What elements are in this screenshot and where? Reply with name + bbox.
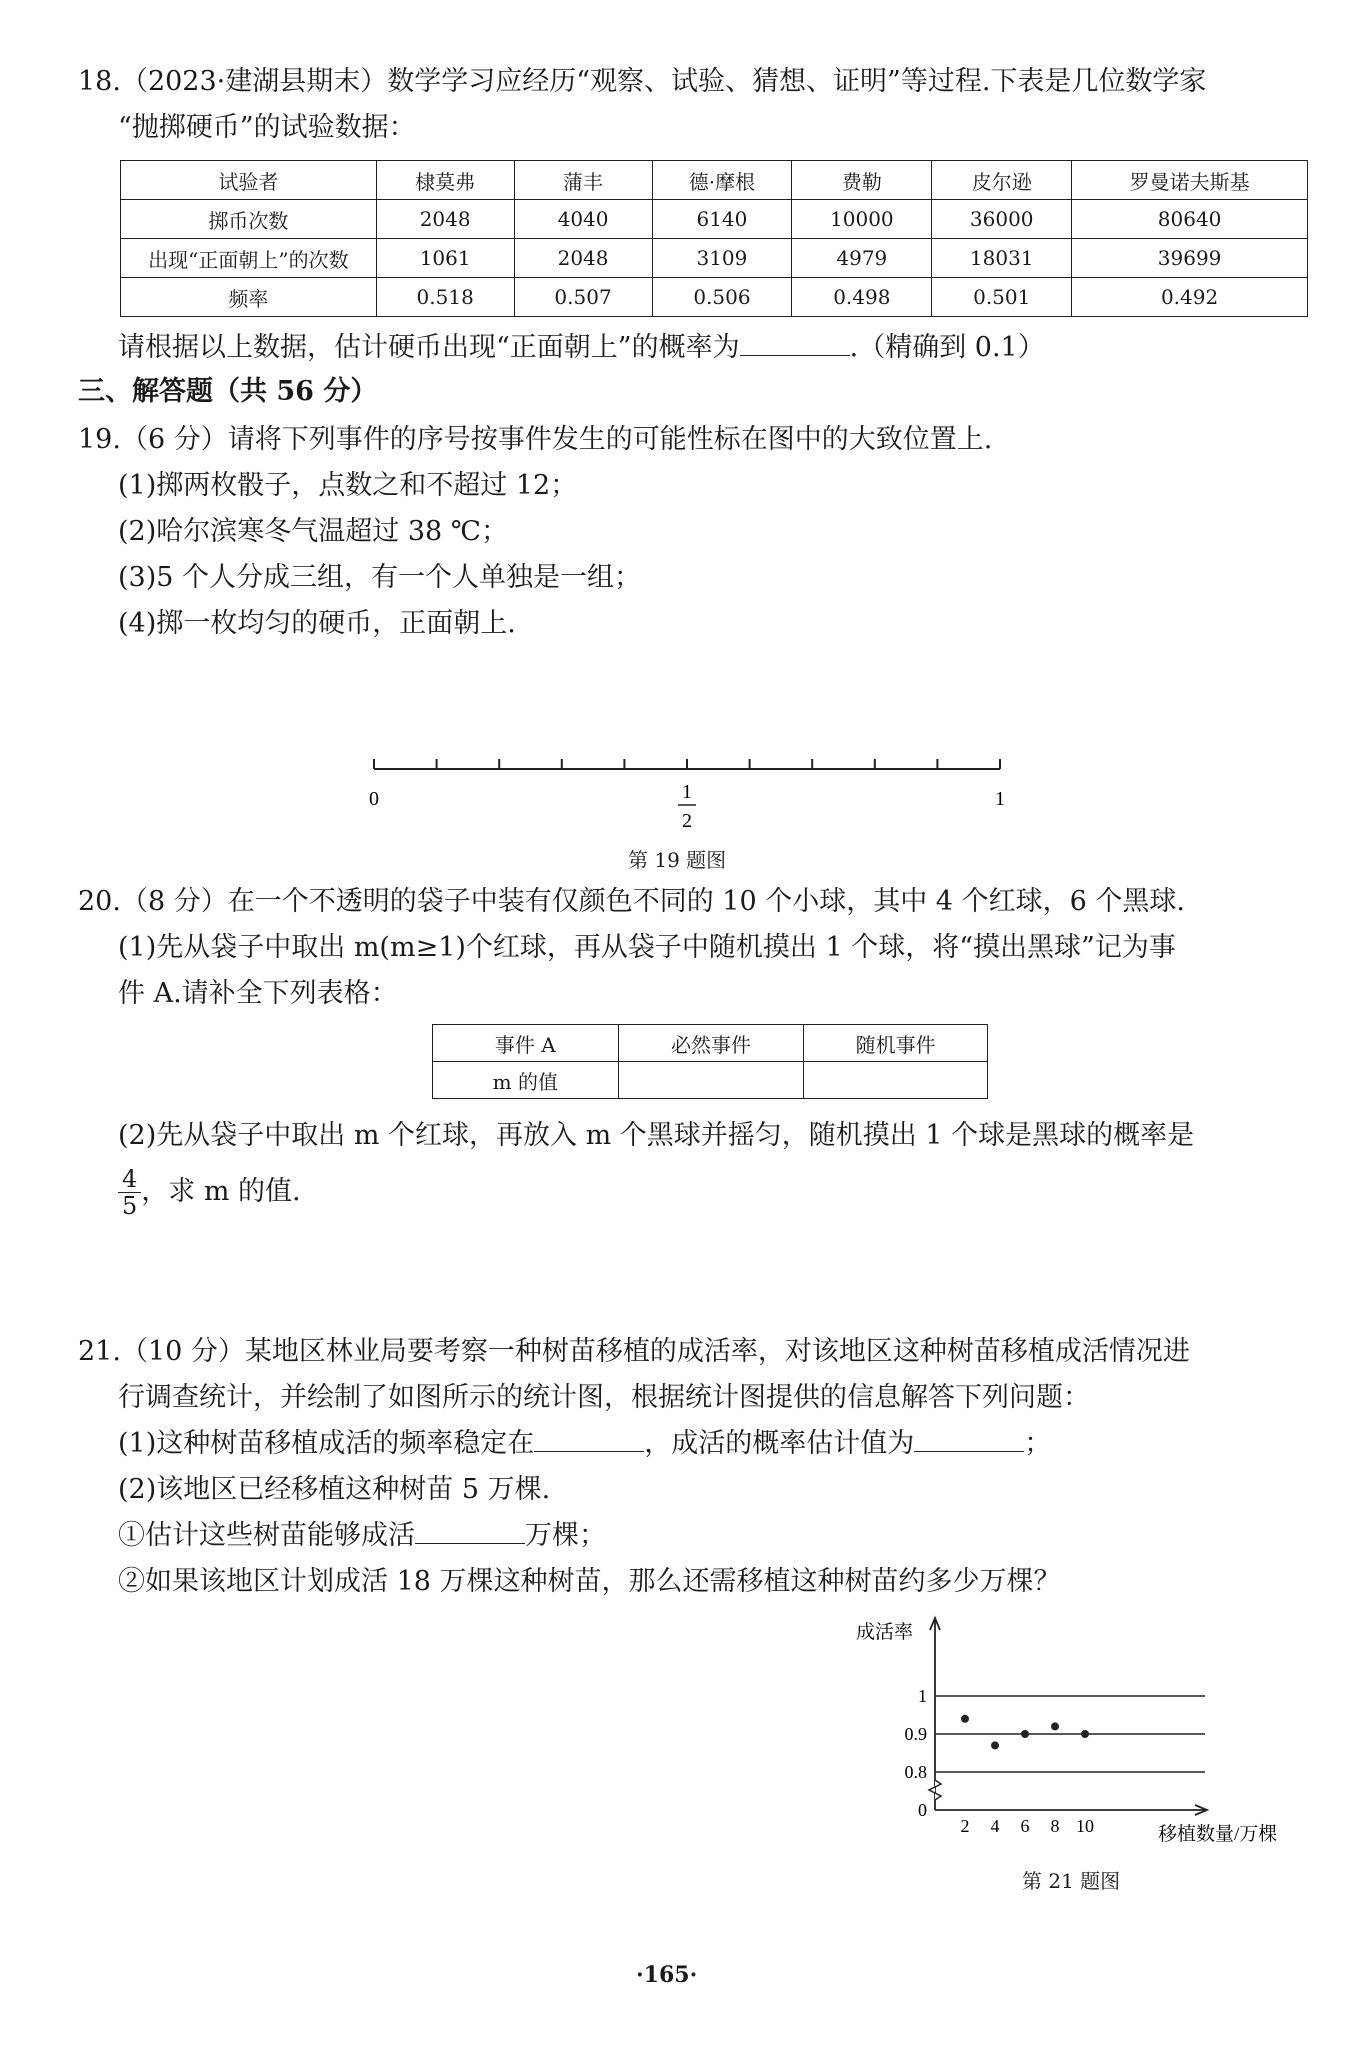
q18-question-text: 请根据以上数据，估计硬币出现“正面朝上”的概率为 [118, 332, 740, 363]
q19-item-1: (1)掷两枚骰子，点数之和不超过 12； [118, 470, 578, 501]
header-cell: 罗曼诺夫斯基 [1072, 161, 1308, 200]
table-cell: 0.492 [1072, 278, 1308, 317]
table-cell: 3109 [652, 239, 792, 278]
fraction [118, 1166, 141, 1219]
q19-item-4: (4)掷一枚均匀的硬币，正面朝上. [118, 608, 516, 639]
header-cell: 必然事件 [618, 1025, 804, 1062]
q21-stem-line1: 21.（10 分）某地区林业局要考察一种树苗移植的成活率，对该地区这种树苗移植成活情况进 [78, 1336, 1190, 1367]
q20-part2-line2 [118, 1166, 301, 1219]
table-cell: 0.507 [514, 278, 652, 317]
data-point [1021, 1730, 1029, 1738]
q19-number-line [360, 755, 1020, 835]
q21-sub2-1 [118, 1516, 606, 1556]
data-point [961, 1715, 969, 1723]
y-tick-label: 0.8 [904, 1762, 927, 1782]
table-row [121, 278, 1308, 317]
axis-break [929, 1780, 941, 1800]
y-tick-label: 0 [918, 1800, 927, 1820]
fraction-denominator: 5 [122, 1192, 138, 1220]
x-tick-label: 6 [1020, 1816, 1030, 1836]
table-cell: 6140 [652, 200, 792, 239]
q21-sub2-2: ②如果该地区计划成活 18 万棵这种树苗，那么还需移植这种树苗约多少万棵？ [118, 1566, 1061, 1597]
q20-part2-suffix: ，求 m 的值. [141, 1176, 301, 1207]
row-label-cell: 出现“正面朝上”的次数 [121, 239, 377, 278]
q20-part1-line2: 件 A.请补全下列表格： [118, 978, 398, 1009]
answer-blank[interactable] [534, 1425, 644, 1452]
table-cell: 0.498 [792, 278, 932, 317]
q18-question-suffix: .（精确到 0.1） [849, 332, 1045, 363]
table-cell: 80640 [1072, 200, 1308, 239]
q21-sub2-1-end: 万棵； [525, 1520, 606, 1551]
q20-part2-line1: (2)先从袋子中取出 m 个红球，再放入 m 个黑球并摇匀，随机摸出 1 个球是黑球的概率是 [118, 1120, 1195, 1151]
q19-item-3: (3)5 个人分成三组，有一个人单独是一组； [118, 562, 642, 593]
header-cell: 德·摩根 [652, 161, 792, 200]
q19-figure-caption: 第 19 题图 [628, 848, 727, 872]
table-header-row [433, 1025, 988, 1062]
y-tick-label: 0.9 [904, 1724, 927, 1744]
number-line-label-0: 0 [369, 788, 379, 810]
table-cell: 36000 [932, 200, 1072, 239]
q21-stem-line2: 行调查统计，并绘制了如图所示的统计图，根据统计图提供的信息解答下列问题： [118, 1382, 1090, 1413]
table-cell: 2048 [376, 200, 514, 239]
table-row [121, 239, 1308, 278]
table-row [121, 200, 1308, 239]
row-label-cell: 掷币次数 [121, 200, 377, 239]
data-point [991, 1741, 999, 1749]
row-label-cell: 频率 [121, 278, 377, 317]
q21-sub1-text2: ，成活的概率估计值为 [644, 1428, 915, 1459]
q18-stem-line1: 18.（2023·建湖县期末）数学学习应经历“观察、试验、猜想、证明”等过程.下表是几位数学家 [78, 66, 1207, 97]
q21-sub1-text: (1)这种树苗移植成活的频率稳定在 [118, 1428, 535, 1459]
table-cell: 0.518 [376, 278, 514, 317]
q21-scatter-chart [840, 1610, 1330, 1860]
table-header-row [121, 161, 1308, 200]
x-tick-label: 2 [960, 1816, 970, 1836]
q18-question [118, 328, 1045, 368]
y-tick-label: 1 [918, 1686, 927, 1706]
q21-sub2: (2)该地区已经移植这种树苗 5 万棵. [118, 1474, 551, 1505]
number-line-label-1: 1 [995, 788, 1005, 810]
q20-event-table [432, 1024, 988, 1099]
number-line-half-numerator: 1 [682, 781, 692, 803]
table-row [433, 1062, 988, 1099]
answer-cell[interactable] [804, 1062, 988, 1099]
table-cell: 1061 [376, 239, 514, 278]
q21-sub2-1-text: ①估计这些树苗能够成活 [118, 1520, 415, 1551]
page-number: ·165· [636, 1962, 698, 1988]
x-tick-label: 4 [990, 1816, 1000, 1836]
q19-stem: 19.（6 分）请将下列事件的序号按事件发生的可能性标在图中的大致位置上. [78, 424, 993, 455]
x-tick-label: 8 [1050, 1816, 1060, 1836]
table-cell: 0.501 [932, 278, 1072, 317]
table-cell: 2048 [514, 239, 652, 278]
table-cell: 4979 [792, 239, 932, 278]
table-cell: 10000 [792, 200, 932, 239]
number-line-ticks [374, 759, 1000, 769]
header-cell: 棣莫弗 [376, 161, 514, 200]
x-axis-label: 移植数量/万棵 [1158, 1824, 1278, 1845]
y-axis-label: 成活率 [856, 1622, 914, 1643]
header-cell: 费勒 [792, 161, 932, 200]
table-cell: 4040 [514, 200, 652, 239]
fraction-numerator: 4 [118, 1166, 141, 1193]
number-line-half-denominator: 2 [682, 810, 692, 832]
q21-figure-caption: 第 21 题图 [1022, 1869, 1121, 1893]
row-label-cell: m 的值 [433, 1062, 619, 1099]
header-cell: 试验者 [121, 161, 377, 200]
q18-data-table [120, 160, 1308, 317]
x-tick-label: 10 [1076, 1816, 1094, 1836]
header-cell: 蒲丰 [514, 161, 652, 200]
header-cell: 事件 A [433, 1025, 619, 1062]
data-point [1051, 1722, 1059, 1730]
q20-part1-line1: (1)先从袋子中取出 m(m≥1)个红球，再从袋子中随机摸出 1 个球，将“摸出黑球”记为事 [118, 932, 1176, 963]
table-cell: 39699 [1072, 239, 1308, 278]
q21-sub1-end: ； [1024, 1428, 1052, 1459]
answer-cell[interactable] [618, 1062, 804, 1099]
data-point [1081, 1730, 1089, 1738]
table-cell: 0.506 [652, 278, 792, 317]
q20-stem: 20.（8 分）在一个不透明的袋子中装有仅颜色不同的 10 个小球，其中 4 个红球，6 个黑球. [78, 886, 1185, 917]
q21-sub1 [118, 1424, 1051, 1464]
answer-blank[interactable] [740, 329, 850, 356]
section-heading: 三、解答题（共 56 分） [78, 376, 378, 407]
header-cell: 随机事件 [804, 1025, 988, 1062]
answer-blank[interactable] [415, 1517, 525, 1544]
answer-blank[interactable] [914, 1425, 1024, 1452]
q19-item-2: (2)哈尔滨寒冬气温超过 38 ℃； [118, 516, 508, 547]
q18-stem-line2: “抛掷硬币”的试验数据： [118, 112, 416, 143]
table-cell: 18031 [932, 239, 1072, 278]
header-cell: 皮尔逊 [932, 161, 1072, 200]
